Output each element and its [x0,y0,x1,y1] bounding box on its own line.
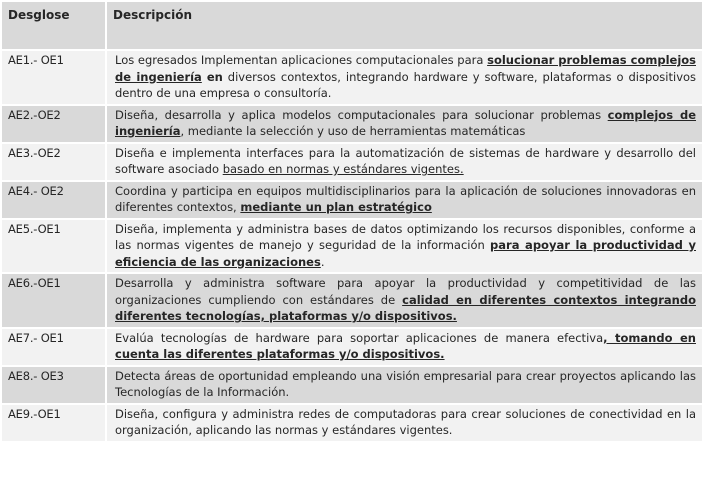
desc-emphasis: en [206,69,223,84]
desc-text: Diseña e implementa interfaces para la automatización de sistemas de hardware y desarrollo del software asociado [115,145,696,176]
desc-text: , mediante la selección y uso de herramientas matemáticas [180,124,526,138]
header-desglose: Desglose [2,2,107,51]
desc-emphasis: mediante un plan estratégico [240,200,432,214]
table-row [2,220,702,275]
row-description [107,51,702,106]
row-code: AE6.-OE1 [2,274,107,329]
row-description [107,367,702,405]
row-description [107,106,702,144]
table-row [2,405,702,443]
row-code: AE5.-OE1 [2,220,107,275]
table-row [2,367,702,405]
desc-text: Coordina y participa en equipos multidisciplinarios para la aplicación de soluciones innovadoras en diferentes contextos, [115,183,696,214]
row-code: AE2.-OE2 [2,106,107,144]
desc-emphasis: calidad en diferentes contextos integrando diferentes tecnologías, plataformas y/o dispositivos. [115,292,696,323]
desc-text: diversos contextos, integrando hardware y software, plataformas o dispositivos dentro de una empresa o consultoría. [115,69,697,100]
desc-text: Evalúa tecnologías de hardware para soportar aplicaciones de manera efectiva [115,330,604,345]
desc-emphasis: para apoyar la productividad y eficiencia de las organizaciones [115,238,696,269]
desc-text: Detecta áreas de oportunidad empleando una visión empresarial para crear proyectos aplicando las Tecnologías de la Información. [115,368,696,399]
table-row [2,182,702,220]
row-code: AE8.- OE3 [2,367,107,405]
row-description [107,182,702,220]
row-description [107,329,702,367]
table-row [2,144,702,182]
table-row [2,106,702,144]
desc-text: Desarrolla y administra software para apoyar la productividad y competitividad de las organizaciones cumpliendo con estándares de [115,276,696,307]
desc-text: Diseña, desarrolla y aplica modelos computacionales para solucionar problemas [115,107,608,122]
row-description [107,144,702,182]
row-code: AE9.-OE1 [2,405,107,443]
row-description [107,405,702,443]
table-row [2,51,702,106]
desc-text: Los egresados Implementan aplicaciones computacionales para [115,53,488,67]
table-container [2,2,702,443]
row-code: AE3.-OE2 [2,144,107,182]
table-row [2,274,702,329]
row-description [107,220,702,275]
desc-underlined: basado en normas y estándares vigentes. [222,162,464,176]
header-descripcion: Descripción [107,2,702,51]
desc-emphasis: solucionar problemas complejos de ingeniería [115,53,696,84]
desc-text: Diseña, configura y administra redes de computadoras para crear soluciones de conectividad en la organización, aplicando las normas y estándares vigentes. [115,406,696,437]
table-header-row [2,2,702,51]
desc-text: . [320,254,325,269]
row-code: AE4.- OE2 [2,182,107,220]
table-row [2,329,702,367]
row-code: AE1.- OE1 [2,51,107,106]
desc-emphasis: complejos de ingeniería [115,107,696,138]
row-description [107,274,702,329]
desglose-table [2,2,702,443]
desc-text: Diseña, implementa y administra bases de datos optimizando los recursos disponibles, conforme a las normas vigentes de manejo y seguridad de la información [115,221,696,252]
row-code: AE7.- OE1 [2,329,107,367]
desc-emphasis: , tomando en cuenta las diferentes plataformas y/o dispositivos. [115,330,696,361]
